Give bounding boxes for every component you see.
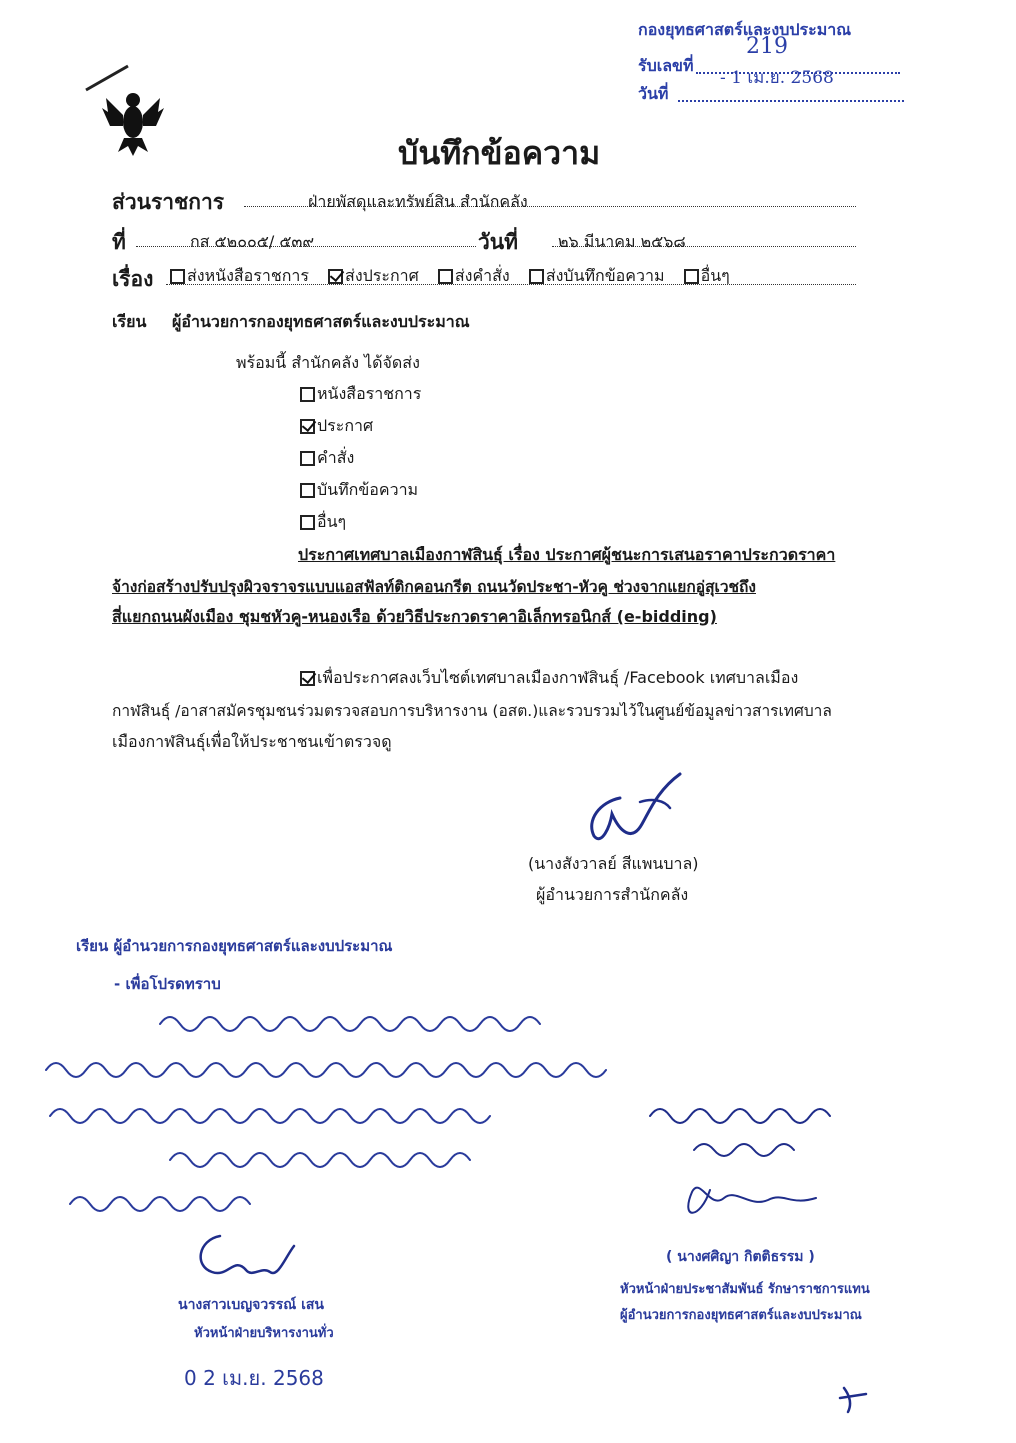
date-value: ๒๖ มีนาคม ๒๕๖๘ (558, 232, 686, 251)
signer-title: ผู้อำนวยการสำนักคลัง (536, 885, 689, 904)
announcement-line-1: ประกาศเทศบาลเมืองกาฬสินธุ์ เรื่อง ประกาศผู้ชนะการเสนอราคาประกวดราคา (298, 545, 836, 564)
intro-text: พร้อมนี้ สำนักคลัง ได้จัดส่ง (236, 353, 420, 372)
agency-value: ฝ่ายพัสดุและทรัพย์สิน สำนักคลัง (308, 192, 528, 211)
purpose-line-3: เมืองกาฬสินธุ์เพื่อให้ประชาชนเข้าตรวจดู (112, 732, 392, 751)
item-other[interactable]: อื่นๆ (300, 510, 346, 535)
left-signer-title: หัวหน้าฝ่ายบริหารงานทั่ว (194, 1326, 334, 1341)
to-label: เรียน (112, 312, 147, 331)
signature-left (190, 1226, 310, 1296)
checkbox[interactable] (300, 483, 315, 498)
ref-label: ที่ (112, 230, 126, 254)
checkbox[interactable] (684, 269, 699, 284)
right-signer-title-2: ผู้อำนวยการกองยุทธศาสตร์และงบประมาณ (620, 1308, 862, 1323)
item-memo[interactable]: บันทึกข้อความ (300, 478, 418, 503)
handwritten-note-right-scribble (640, 1080, 860, 1230)
ref-value: กส ๕๒๐๐๕/ ๕๓๙ (190, 232, 315, 251)
purpose-line-1: เพื่อประกาศลงเว็บไซต์เทศบาลเมืองกาฬสินธุ์ /Facebook เทศบาลเมือง (300, 666, 798, 691)
stamp-received-no-value: 219 (746, 34, 788, 59)
checkbox[interactable] (529, 269, 544, 284)
announcement-line-2: จ้างก่อสร้างปรับปรุงผิวจราจรแบบแอสฟัลท์ติกคอนกรีต ถนนวัดประชา-หัวคู ช่วงจากแยกอู่สุเวชถึง (112, 578, 756, 596)
checkbox[interactable] (170, 269, 185, 284)
subject-option-memo[interactable]: ส่งบันทึกข้อความ (529, 266, 665, 285)
stamp-date-label: วันที่ (638, 84, 669, 103)
to-value: ผู้อำนวยการกองยุทธศาสตร์และงบประมาณ (172, 312, 470, 331)
right-signer-title-1: หัวหน้าฝ่ายประชาสัมพันธ์ รักษาราชการแทน (620, 1282, 870, 1297)
endorse-purpose: - เพื่อโปรดทราบ (114, 975, 221, 993)
right-signer-name: ( นางศศิญา กิตติธรรม ) (666, 1249, 815, 1265)
subject-option-letter[interactable]: ส่งหนังสือราชการ (170, 266, 309, 285)
received-stamp (628, 14, 910, 103)
item-letter[interactable]: หนังสือราชการ (300, 382, 421, 407)
item-order[interactable]: คำสั่ง (300, 446, 354, 471)
signature-finance-director (580, 768, 710, 848)
left-date-stamp: 0 2 เม.ย. 2568 (184, 1366, 324, 1390)
subject-option-other[interactable]: อื่นๆ (684, 266, 730, 285)
stamp-date-value: - 1 เม.ย. 2568 (720, 68, 834, 88)
handwritten-note-scribble (40, 1000, 660, 1220)
date-label: วันที่ (478, 230, 518, 254)
subject-option-announcement[interactable]: ส่งประกาศ (328, 266, 419, 285)
subject-label: เรื่อง (112, 267, 154, 291)
memo-title: บันทึกข้อความ (398, 134, 601, 172)
left-signer-name: นางสาวเบญจวรรณ์ เสน (178, 1297, 325, 1313)
subject-options (170, 264, 730, 289)
stamp-received-no-label: รับเลขที่ (638, 56, 694, 75)
signer-name: (นางสังวาลย์ สีแพนบาล) (528, 854, 699, 873)
endorse-to: เรียน ผู้อำนวยการกองยุทธศาสตร์และงบประมาณ (76, 937, 393, 955)
checkbox-checked[interactable] (300, 671, 315, 686)
checkbox[interactable] (300, 515, 315, 530)
agency-label: ส่วนราชการ (112, 190, 225, 214)
subject-option-order[interactable]: ส่งคำสั่ง (438, 266, 510, 285)
checkbox[interactable] (438, 269, 453, 284)
checkbox[interactable] (300, 387, 315, 402)
checkbox-checked[interactable] (328, 269, 343, 284)
checkbox-checked[interactable] (300, 419, 315, 434)
stamp-org: กองยุทธศาสตร์และงบประมาณ (638, 20, 852, 39)
checkbox[interactable] (300, 451, 315, 466)
garuda-emblem-icon (78, 60, 168, 160)
purpose-line-2: กาฬสินธุ์ /อาสาสมัครชุมชนร่วมตรวจสอบการบริหารงาน (อสต.)และรวบรวมไว้ในศูนย์ข้อมูลข่าวสารเทศบาล (112, 702, 832, 720)
stamp-dotline (678, 100, 904, 102)
item-announcement[interactable]: ประกาศ (300, 414, 373, 439)
announcement-line-3: สี่แยกถนนผังเมือง ชุมชหัวคู-หนองเรือ ด้วยวิธีประกวดราคาอิเล็กทรอนิกส์ (e-bidding) (112, 607, 717, 626)
check-mark-icon (836, 1382, 870, 1416)
